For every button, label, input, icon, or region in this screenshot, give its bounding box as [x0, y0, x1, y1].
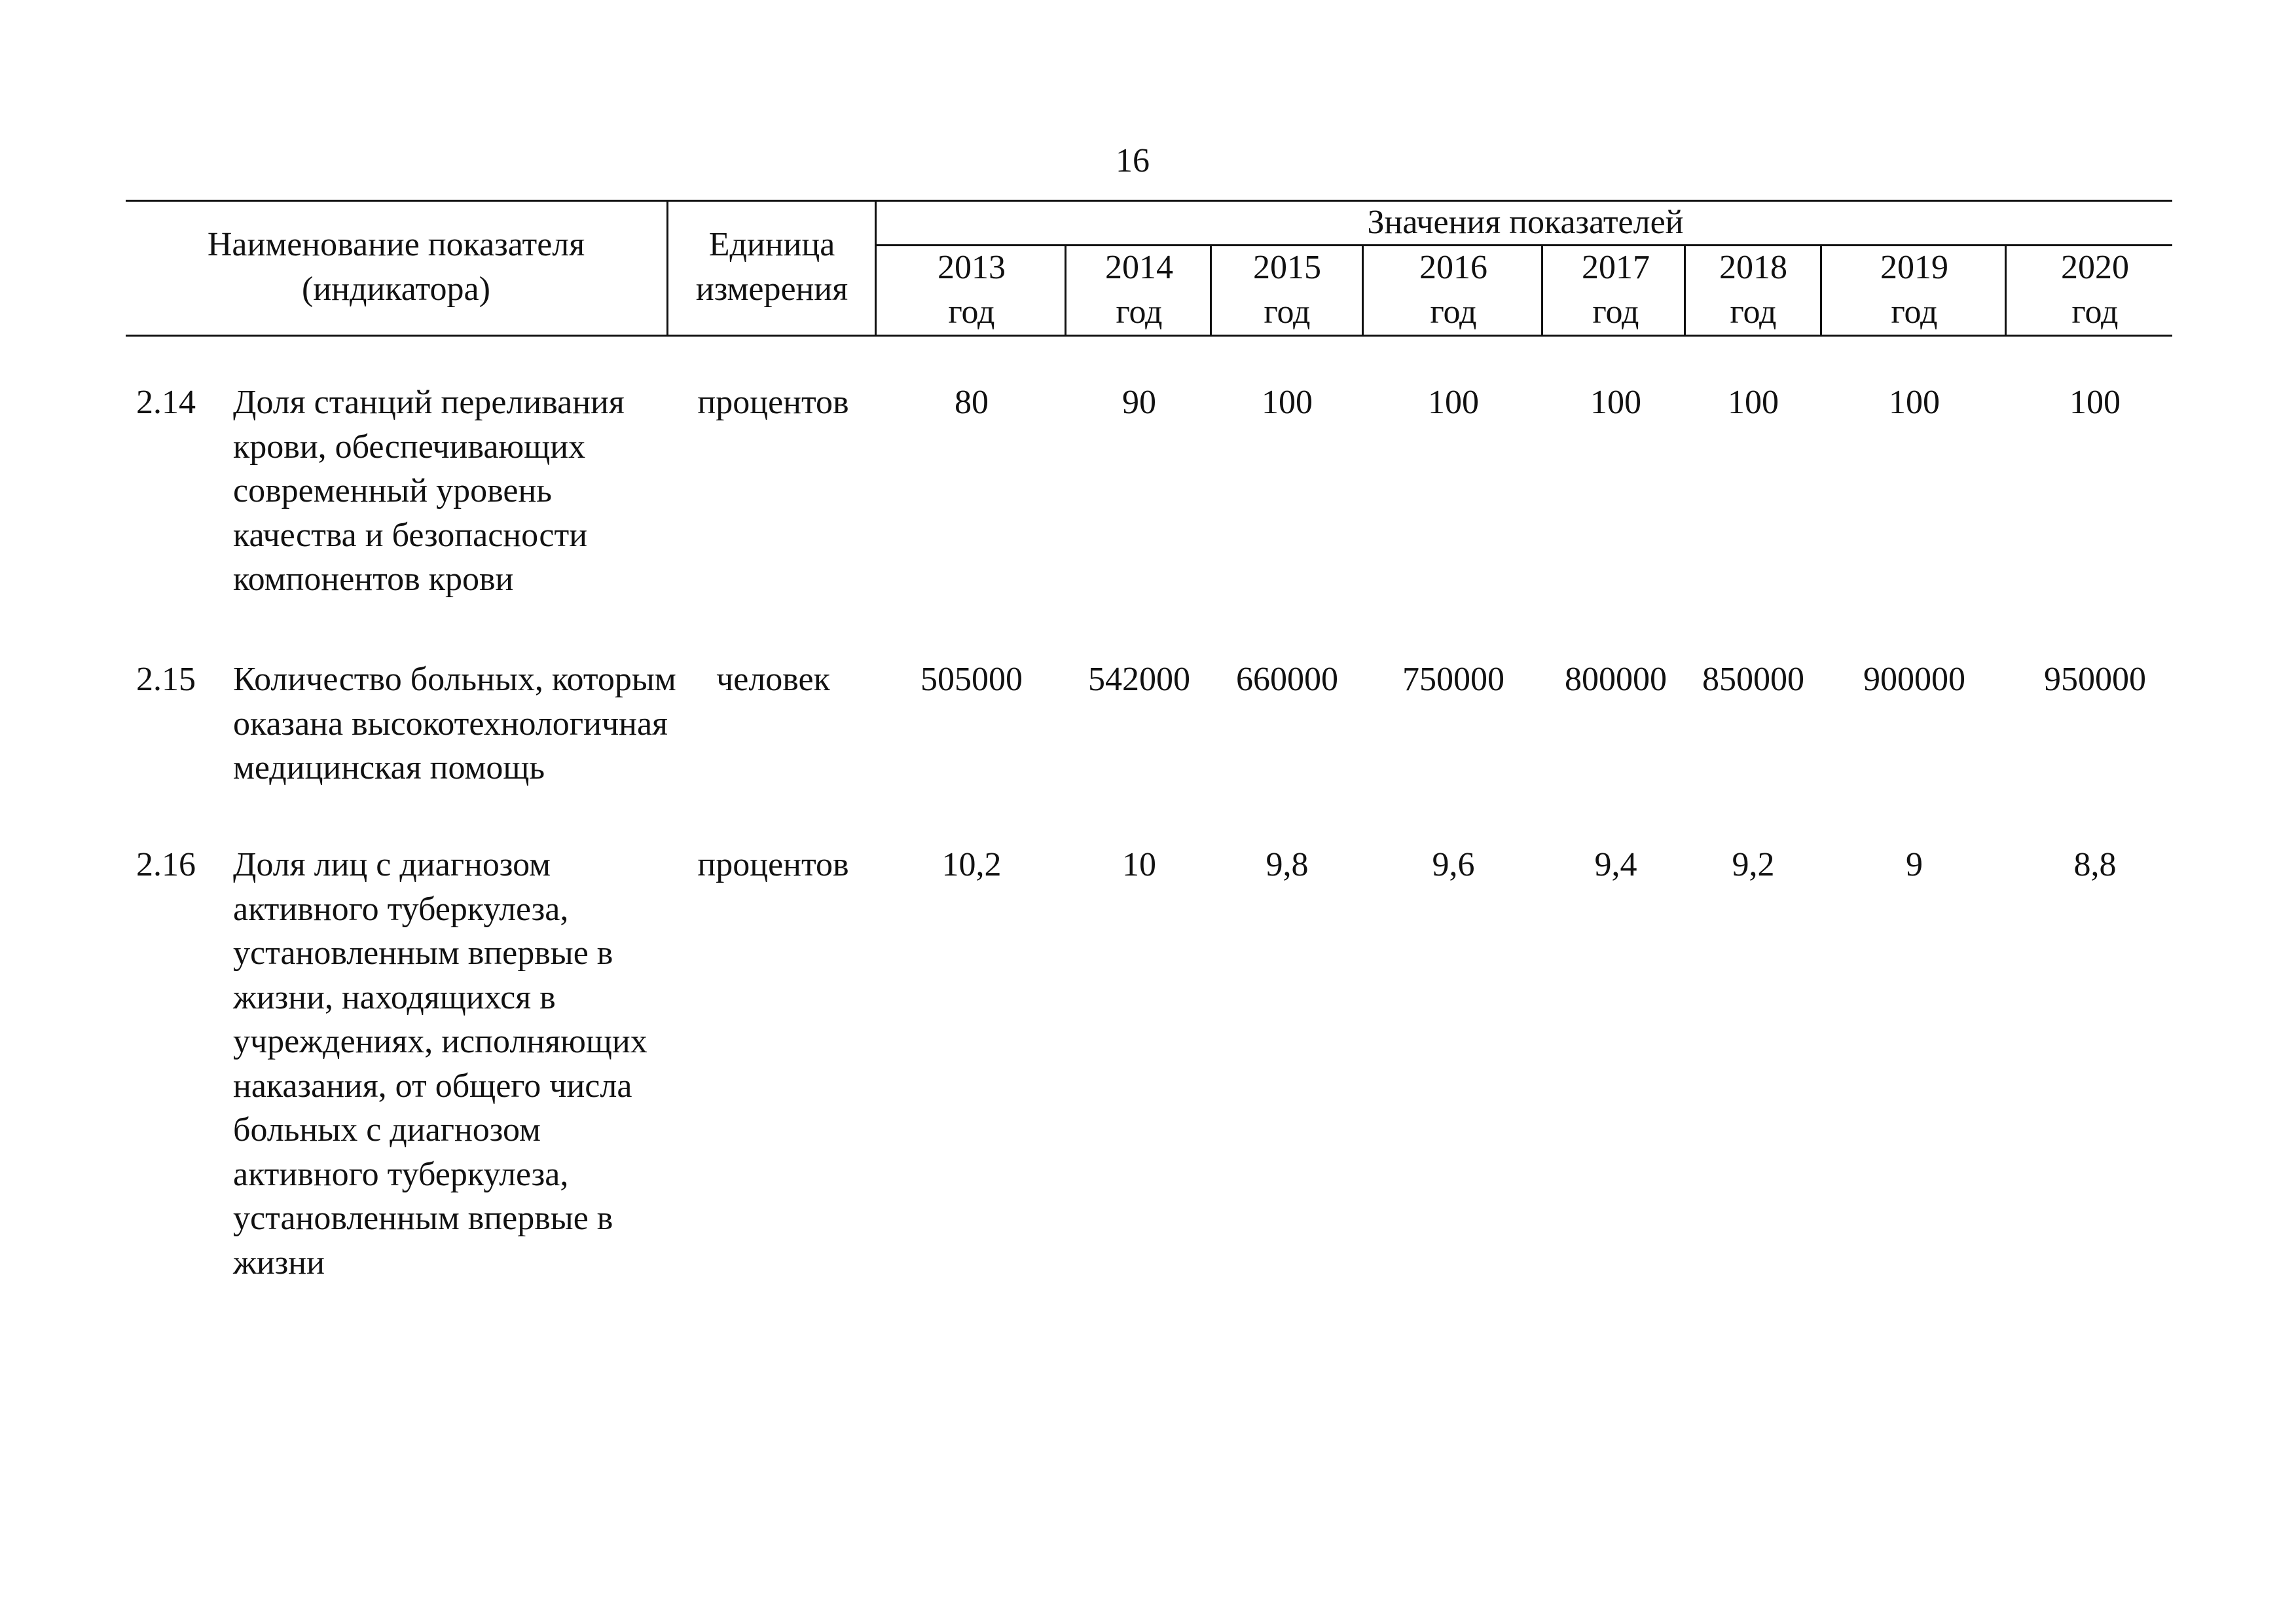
row-unit: человек	[716, 661, 830, 698]
row-value: 100	[1262, 384, 1313, 421]
row-value: 9	[1906, 846, 1923, 883]
header-divider	[1210, 244, 1212, 337]
row-indicator-name: Доля станций переливания крови, обеспечивающих современный уровень качества и безопасности компонентов крови	[233, 384, 625, 598]
row-value: 9,6	[1432, 846, 1475, 883]
header-bottom-rule	[126, 335, 2172, 337]
header-divider	[2005, 244, 2007, 337]
header-year: 2015 год	[1253, 249, 1321, 331]
row-value: 100	[1728, 384, 1779, 421]
row-value: 950000	[2044, 661, 2146, 698]
row-value: 90	[1122, 384, 1156, 421]
header-year: 2017 год	[1582, 249, 1650, 331]
row-value: 850000	[1702, 661, 1804, 698]
row-value: 100	[1889, 384, 1940, 421]
row-number: 2.15	[136, 661, 196, 698]
row-value: 8,8	[2073, 846, 2117, 883]
row-value: 100	[2069, 384, 2121, 421]
header-values-group: Значения показателей	[1367, 204, 1684, 241]
row-value: 80	[955, 384, 989, 421]
row-number: 2.14	[136, 384, 196, 421]
header-divider	[875, 200, 877, 337]
row-value: 100	[1590, 384, 1641, 421]
header-divider	[1541, 244, 1543, 337]
row-unit: процентов	[697, 384, 849, 421]
row-value: 750000	[1402, 661, 1504, 698]
header-indicator-name: Наименование показателя (индикатора)	[207, 226, 585, 308]
row-value: 800000	[1565, 661, 1667, 698]
header-year: 2013 год	[938, 249, 1006, 331]
header-year: 2014 год	[1105, 249, 1173, 331]
header-year: 2020 год	[2061, 249, 2129, 331]
row-value: 9,8	[1266, 846, 1309, 883]
row-value: 100	[1428, 384, 1479, 421]
page-number: 16	[1116, 142, 1150, 179]
row-value: 9,2	[1732, 846, 1775, 883]
row-indicator-name: Доля лиц с диагнозом активного туберкулеза, установленным впервые в жизни, находящихся в учреждениях, исполняющих наказания, от общего числа больных с диагнозом активного туберкулеза, установленным впервые в жизни	[233, 846, 647, 1282]
row-value: 10,2	[941, 846, 1002, 883]
header-divider	[1362, 244, 1364, 337]
row-number: 2.16	[136, 846, 196, 883]
header-divider	[666, 200, 668, 337]
row-value: 9,4	[1594, 846, 1637, 883]
header-year: 2018 год	[1719, 249, 1787, 331]
row-value: 660000	[1236, 661, 1338, 698]
row-value: 505000	[920, 661, 1023, 698]
header-divider	[1684, 244, 1686, 337]
row-unit: процентов	[697, 846, 849, 883]
row-indicator-name: Количество больных, которым оказана высокотехнологичная медицинская помощь	[233, 661, 676, 786]
header-year: 2016 год	[1419, 249, 1487, 331]
header-divider	[1065, 244, 1066, 337]
row-value: 542000	[1088, 661, 1190, 698]
row-value: 900000	[1863, 661, 1965, 698]
row-value: 10	[1122, 846, 1156, 883]
header-year: 2019 год	[1880, 249, 1948, 331]
header-unit: Единица измерения	[695, 226, 848, 308]
header-divider	[1820, 244, 1822, 337]
